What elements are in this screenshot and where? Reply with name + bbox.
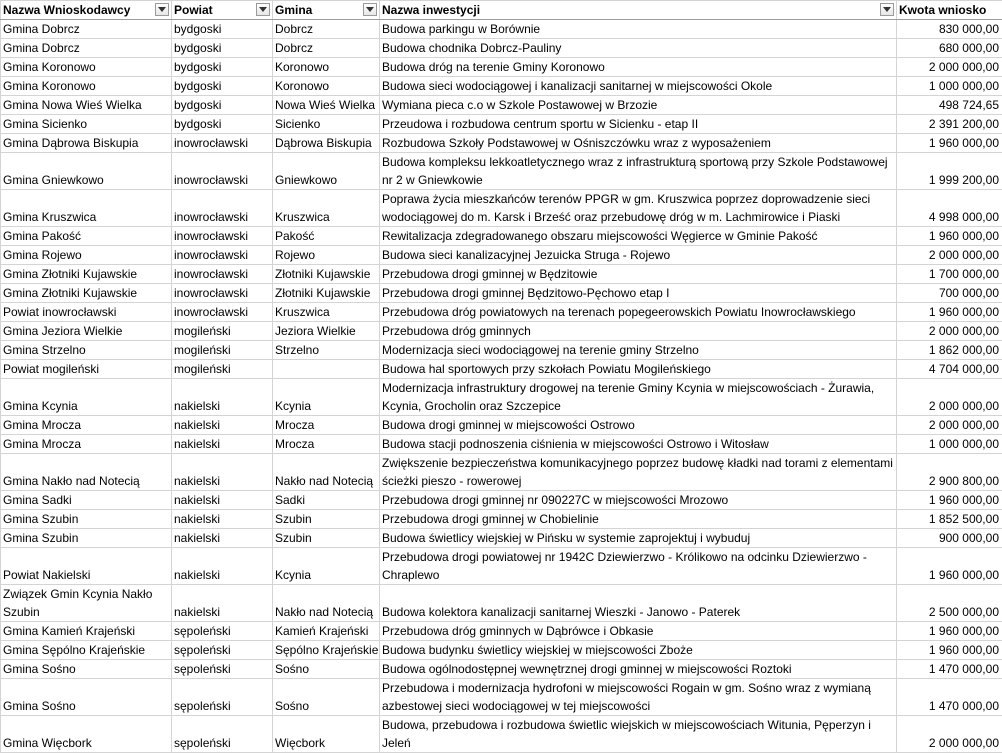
table-row	[1, 379, 1002, 416]
cell-inwestycja[interactable]: Przebudowa drogi gminnej w Będzitowie	[380, 265, 897, 284]
cell-powiat[interactable]: inowrocławski	[172, 190, 273, 227]
cell-wnioskodawca[interactable]: Powiat inowrocławski	[1, 303, 172, 322]
cell-wnioskodawca[interactable]: Gmina Sępólno Krajeńskie	[1, 641, 172, 660]
cell-powiat[interactable]: sępoleński	[172, 660, 273, 679]
cell-kwota[interactable]: 680 000,00	[897, 39, 1002, 58]
table-row	[1, 716, 1002, 753]
cell-powiat[interactable]: bydgoski	[172, 39, 273, 58]
cell-gmina[interactable]: Dobrcz	[273, 20, 380, 39]
cell-inwestycja[interactable]: Przeudowa i rozbudowa centrum sportu w Sicienku - etap II	[380, 115, 897, 134]
cell-inwestycja[interactable]: Budowa budynku świetlicy wiejskiej w miejscowości Zboże	[380, 641, 897, 660]
cell-kwota[interactable]: 4 998 000,00	[897, 190, 1002, 227]
cell-inwestycja[interactable]: Przebudowa dróg gminnych	[380, 322, 897, 341]
cell-kwota[interactable]: 1 470 000,00	[897, 679, 1002, 716]
cell-powiat[interactable]: sępoleński	[172, 679, 273, 716]
cell-wnioskodawca[interactable]: Gmina Pakość	[1, 227, 172, 246]
cell-kwota[interactable]: 1 960 000,00	[897, 491, 1002, 510]
table-row	[1, 96, 1002, 115]
cell-kwota[interactable]: 2 000 000,00	[897, 246, 1002, 265]
cell-powiat[interactable]: nakielski	[172, 585, 273, 622]
cell-wnioskodawca[interactable]: Gmina Dobrcz	[1, 39, 172, 58]
cell-kwota[interactable]: 498 724,65	[897, 96, 1002, 115]
cell-wnioskodawca[interactable]: Gmina Więcbork	[1, 716, 172, 753]
cell-kwota[interactable]: 2 000 000,00	[897, 322, 1002, 341]
cell-wnioskodawca[interactable]: Gmina Szubin	[1, 510, 172, 529]
cell-powiat[interactable]: nakielski	[172, 529, 273, 548]
cell-inwestycja[interactable]: Przebudowa dróg gminnych w Dąbrówce i Obkasie	[380, 622, 897, 641]
cell-powiat[interactable]: nakielski	[172, 435, 273, 454]
cell-kwota[interactable]: 1 960 000,00	[897, 303, 1002, 322]
cell-gmina[interactable]: Dobrcz	[273, 39, 380, 58]
cell-powiat[interactable]: bydgoski	[172, 77, 273, 96]
table-row	[1, 416, 1002, 435]
cell-gmina[interactable]: Nakło nad Notecią	[273, 454, 380, 491]
table-row	[1, 491, 1002, 510]
cell-kwota[interactable]: 1 852 500,00	[897, 510, 1002, 529]
cell-powiat[interactable]: sępoleński	[172, 716, 273, 753]
cell-gmina[interactable]: Kruszwica	[273, 303, 380, 322]
cell-gmina[interactable]: Sośno	[273, 679, 380, 716]
cell-wnioskodawca[interactable]: Gmina Gniewkowo	[1, 153, 172, 190]
cell-kwota[interactable]: 2 000 000,00	[897, 416, 1002, 435]
cell-powiat[interactable]: inowrocławski	[172, 265, 273, 284]
cell-inwestycja[interactable]: Rewitalizacja zdegradowanego obszaru miejscowości Węgierce w Gminie Pakość	[380, 227, 897, 246]
cell-kwota[interactable]: 1 470 000,00	[897, 660, 1002, 679]
cell-wnioskodawca[interactable]: Gmina Strzelno	[1, 341, 172, 360]
column-header-gmina[interactable]: Gmina	[273, 1, 380, 20]
cell-gmina[interactable]	[273, 360, 380, 379]
cell-gmina[interactable]: Sicienko	[273, 115, 380, 134]
column-header-wnioskodawca[interactable]: Nazwa Wnioskodawcy	[1, 1, 172, 20]
cell-wnioskodawca[interactable]: Gmina Dąbrowa Biskupia	[1, 134, 172, 153]
cell-gmina[interactable]: Więcbork	[273, 716, 380, 753]
column-header-kwota[interactable]: Kwota wniosko	[897, 1, 1002, 20]
cell-powiat[interactable]: inowrocławski	[172, 303, 273, 322]
cell-gmina[interactable]: Gniewkowo	[273, 153, 380, 190]
cell-wnioskodawca[interactable]: Gmina Sicienko	[1, 115, 172, 134]
cell-kwota[interactable]: 1 960 000,00	[897, 134, 1002, 153]
table-row	[1, 246, 1002, 265]
cell-inwestycja[interactable]: Modernizacja infrastruktury drogowej na terenie Gminy Kcynia w miejscowościach - Żurawia, Kcynia, Grocholin oraz Szczepice	[380, 379, 897, 416]
cell-kwota[interactable]: 1 999 200,00	[897, 153, 1002, 190]
cell-wnioskodawca[interactable]: Powiat Nakielski	[1, 548, 172, 585]
cell-powiat[interactable]: mogileński	[172, 360, 273, 379]
cell-wnioskodawca[interactable]: Gmina Mrocza	[1, 435, 172, 454]
header-row	[1, 1, 1002, 20]
table-row	[1, 435, 1002, 454]
cell-powiat[interactable]: inowrocławski	[172, 153, 273, 190]
cell-inwestycja[interactable]: Przebudowa dróg powiatowych na terenach popegeerowskich Powiatu Inowrocławskiego	[380, 303, 897, 322]
table-row	[1, 20, 1002, 39]
cell-wnioskodawca[interactable]: Gmina Dobrcz	[1, 20, 172, 39]
cell-powiat[interactable]: sępoleński	[172, 622, 273, 641]
cell-gmina[interactable]: Dąbrowa Biskupia	[273, 134, 380, 153]
cell-kwota[interactable]: 2 900 800,00	[897, 454, 1002, 491]
cell-kwota[interactable]: 830 000,00	[897, 20, 1002, 39]
cell-wnioskodawca[interactable]: Gmina Kamień Krajeński	[1, 622, 172, 641]
cell-wnioskodawca[interactable]: Gmina Złotniki Kujawskie	[1, 284, 172, 303]
cell-wnioskodawca[interactable]: Gmina Koronowo	[1, 58, 172, 77]
cell-inwestycja[interactable]: Rozbudowa Szkoły Podstawowej w Ośniszczówku wraz z wyposażeniem	[380, 134, 897, 153]
cell-inwestycja[interactable]: Budowa hal sportowych przy szkołach Powiatu Mogileńskiego	[380, 360, 897, 379]
cell-wnioskodawca[interactable]: Gmina Sadki	[1, 491, 172, 510]
cell-gmina[interactable]: Koronowo	[273, 77, 380, 96]
cell-gmina[interactable]: Pakość	[273, 227, 380, 246]
table-row	[1, 341, 1002, 360]
cell-gmina[interactable]: Szubin	[273, 510, 380, 529]
cell-kwota[interactable]: 1 000 000,00	[897, 77, 1002, 96]
cell-powiat[interactable]: inowrocławski	[172, 227, 273, 246]
cell-inwestycja[interactable]: Przebudowa i modernizacja hydrofoni w miejscowości Rogain w gm. Sośno wraz z wymianą azbestowej sieci wodociągowej w tej miejscowości	[380, 679, 897, 716]
table-row	[1, 134, 1002, 153]
cell-inwestycja[interactable]: Budowa stacji podnoszenia ciśnienia w miejscowości Ostrowo i Witosław	[380, 435, 897, 454]
cell-gmina[interactable]: Jeziora Wielkie	[273, 322, 380, 341]
cell-inwestycja[interactable]: Budowa, przebudowa i rozbudowa świetlic wiejskich w miejscowościach Witunia, Pęperzyn i Jeleń	[380, 716, 897, 753]
cell-gmina[interactable]: Nakło nad Notecią	[273, 585, 380, 622]
filter-dropdown-icon[interactable]	[155, 3, 169, 16]
cell-kwota[interactable]: 4 704 000,00	[897, 360, 1002, 379]
cell-powiat[interactable]: nakielski	[172, 491, 273, 510]
cell-kwota[interactable]: 700 000,00	[897, 284, 1002, 303]
cell-inwestycja[interactable]: Przebudowa drogi gminnej w Chobielinie	[380, 510, 897, 529]
table-row	[1, 190, 1002, 227]
cell-inwestycja[interactable]: Przebudowa drogi powiatowej nr 1942C Dziewierzwo - Królikowo na odcinku Dziewierzwo - Chraplewo	[380, 548, 897, 585]
cell-gmina[interactable]: Nowa Wieś Wielka	[273, 96, 380, 115]
cell-kwota[interactable]: 2 500 000,00	[897, 585, 1002, 622]
cell-powiat[interactable]: nakielski	[172, 379, 273, 416]
cell-gmina[interactable]: Sadki	[273, 491, 380, 510]
cell-powiat[interactable]: inowrocławski	[172, 134, 273, 153]
cell-gmina[interactable]: Mrocza	[273, 435, 380, 454]
cell-gmina[interactable]: Kruszwica	[273, 190, 380, 227]
cell-wnioskodawca[interactable]: Gmina Koronowo	[1, 77, 172, 96]
cell-kwota[interactable]: 2 000 000,00	[897, 379, 1002, 416]
cell-powiat[interactable]: bydgoski	[172, 58, 273, 77]
cell-gmina[interactable]: Kcynia	[273, 379, 380, 416]
column-header-inwestycja[interactable]: Nazwa inwestycji	[380, 1, 897, 20]
cell-powiat[interactable]: nakielski	[172, 416, 273, 435]
table-row	[1, 58, 1002, 77]
table-row	[1, 529, 1002, 548]
table-row	[1, 284, 1002, 303]
cell-wnioskodawca[interactable]: Gmina Sośno	[1, 679, 172, 716]
cell-inwestycja[interactable]: Poprawa życia mieszkańców terenów PPGR w gm. Kruszwica poprzez doprowadzenie sieci wodociągowej do m. Karsk i Brześć oraz przebudowę dróg w m. Lachmirowice i Piaski	[380, 190, 897, 227]
cell-gmina[interactable]: Koronowo	[273, 58, 380, 77]
cell-wnioskodawca[interactable]: Gmina Rojewo	[1, 246, 172, 265]
cell-wnioskodawca[interactable]: Gmina Szubin	[1, 529, 172, 548]
cell-inwestycja[interactable]: Budowa chodnika Dobrcz-Pauliny	[380, 39, 897, 58]
filter-dropdown-icon[interactable]	[880, 3, 894, 16]
table-row	[1, 585, 1002, 622]
table-row	[1, 227, 1002, 246]
cell-powiat[interactable]: nakielski	[172, 510, 273, 529]
table-row	[1, 153, 1002, 190]
cell-inwestycja[interactable]: Modernizacja sieci wodociągowej na terenie gminy Strzelno	[380, 341, 897, 360]
cell-wnioskodawca[interactable]: Gmina Kcynia	[1, 379, 172, 416]
cell-powiat[interactable]: bydgoski	[172, 115, 273, 134]
table-row	[1, 622, 1002, 641]
cell-kwota[interactable]: 1 000 000,00	[897, 435, 1002, 454]
table-row	[1, 303, 1002, 322]
table-row	[1, 360, 1002, 379]
cell-powiat[interactable]: bydgoski	[172, 20, 273, 39]
cell-inwestycja[interactable]: Budowa kompleksu lekkoatletycznego wraz z infrastrukturą sportową przy Szkole Podstawowej nr 2 w Gniewkowie	[380, 153, 897, 190]
cell-kwota[interactable]: 1 960 000,00	[897, 227, 1002, 246]
cell-gmina[interactable]: Szubin	[273, 529, 380, 548]
cell-inwestycja[interactable]: Przebudowa drogi gminnej nr 090227C w miejscowości Mrozowo	[380, 491, 897, 510]
table-row	[1, 548, 1002, 585]
table-row	[1, 660, 1002, 679]
cell-gmina[interactable]: Rojewo	[273, 246, 380, 265]
table-row	[1, 39, 1002, 58]
cell-gmina[interactable]: Złotniki Kujawskie	[273, 265, 380, 284]
cell-powiat[interactable]: inowrocławski	[172, 246, 273, 265]
cell-wnioskodawca[interactable]: Gmina Mrocza	[1, 416, 172, 435]
cell-inwestycja[interactable]: Zwiększenie bezpieczeństwa komunikacyjnego poprzez budowę kładki nad torami z elementami ścieżki pieszo - rowerowej	[380, 454, 897, 491]
cell-gmina[interactable]: Strzelno	[273, 341, 380, 360]
cell-wnioskodawca[interactable]: Gmina Nowa Wieś Wielka	[1, 96, 172, 115]
cell-inwestycja[interactable]: Budowa dróg na terenie Gminy Koronowo	[380, 58, 897, 77]
cell-inwestycja[interactable]: Przebudowa drogi gminnej Będzitowo-Pęchowo etap I	[380, 284, 897, 303]
cell-kwota[interactable]: 1 960 000,00	[897, 641, 1002, 660]
cell-kwota[interactable]: 1 960 000,00	[897, 622, 1002, 641]
cell-wnioskodawca[interactable]: Gmina Kruszwica	[1, 190, 172, 227]
cell-wnioskodawca[interactable]: Gmina Złotniki Kujawskie	[1, 265, 172, 284]
cell-kwota[interactable]: 900 000,00	[897, 529, 1002, 548]
cell-kwota[interactable]: 1 862 000,00	[897, 341, 1002, 360]
cell-inwestycja[interactable]: Budowa sieci wodociągowej i kanalizacji sanitarnej w miejscowości Okole	[380, 77, 897, 96]
table-row	[1, 679, 1002, 716]
cell-powiat[interactable]: inowrocławski	[172, 284, 273, 303]
filter-dropdown-icon[interactable]	[256, 3, 270, 16]
table-row	[1, 322, 1002, 341]
cell-inwestycja[interactable]: Budowa świetlicy wiejskiej w Pińsku w systemie zaprojektuj i wybuduj	[380, 529, 897, 548]
cell-gmina[interactable]: Mrocza	[273, 416, 380, 435]
cell-gmina[interactable]: Kamień Krajeński	[273, 622, 380, 641]
cell-wnioskodawca[interactable]: Związek Gmin Kcynia Nakło Szubin	[1, 585, 172, 622]
column-header-powiat[interactable]: Powiat	[172, 1, 273, 20]
table-row	[1, 77, 1002, 96]
table-row	[1, 265, 1002, 284]
cell-kwota[interactable]: 2 000 000,00	[897, 716, 1002, 753]
cell-wnioskodawca[interactable]: Powiat mogileński	[1, 360, 172, 379]
cell-wnioskodawca[interactable]: Gmina Sośno	[1, 660, 172, 679]
cell-powiat[interactable]: mogileński	[172, 322, 273, 341]
cell-inwestycja[interactable]: Budowa ogólnodostępnej wewnętrznej drogi gminnej w miejscowości Roztoki	[380, 660, 897, 679]
cell-inwestycja[interactable]: Wymiana pieca c.o w Szkole Postawowej w Brzozie	[380, 96, 897, 115]
cell-inwestycja[interactable]: Budowa sieci kanalizacyjnej Jezuicka Struga - Rojewo	[380, 246, 897, 265]
cell-inwestycja[interactable]: Budowa parkingu w Borównie	[380, 20, 897, 39]
cell-kwota[interactable]: 2 391 200,00	[897, 115, 1002, 134]
cell-powiat[interactable]: sępoleński	[172, 641, 273, 660]
cell-powiat[interactable]: bydgoski	[172, 96, 273, 115]
table-row	[1, 641, 1002, 660]
cell-powiat[interactable]: mogileński	[172, 341, 273, 360]
table-row	[1, 510, 1002, 529]
cell-wnioskodawca[interactable]: Gmina Nakło nad Notecią	[1, 454, 172, 491]
cell-gmina[interactable]: Sępólno Krajeńskie	[273, 641, 380, 660]
cell-kwota[interactable]: 1 700 000,00	[897, 265, 1002, 284]
filter-dropdown-icon[interactable]	[363, 3, 377, 16]
cell-kwota[interactable]: 1 960 000,00	[897, 548, 1002, 585]
cell-wnioskodawca[interactable]: Gmina Jeziora Wielkie	[1, 322, 172, 341]
cell-gmina[interactable]: Kcynia	[273, 548, 380, 585]
cell-inwestycja[interactable]: Budowa drogi gminnej w miejscowości Ostrowo	[380, 416, 897, 435]
table-row	[1, 115, 1002, 134]
cell-gmina[interactable]: Złotniki Kujawskie	[273, 284, 380, 303]
cell-powiat[interactable]: nakielski	[172, 454, 273, 491]
cell-kwota[interactable]: 2 000 000,00	[897, 58, 1002, 77]
cell-powiat[interactable]: nakielski	[172, 548, 273, 585]
cell-gmina[interactable]: Sośno	[273, 660, 380, 679]
table-row	[1, 454, 1002, 491]
cell-inwestycja[interactable]: Budowa kolektora kanalizacji sanitarnej Wieszki - Janowo - Paterek	[380, 585, 897, 622]
